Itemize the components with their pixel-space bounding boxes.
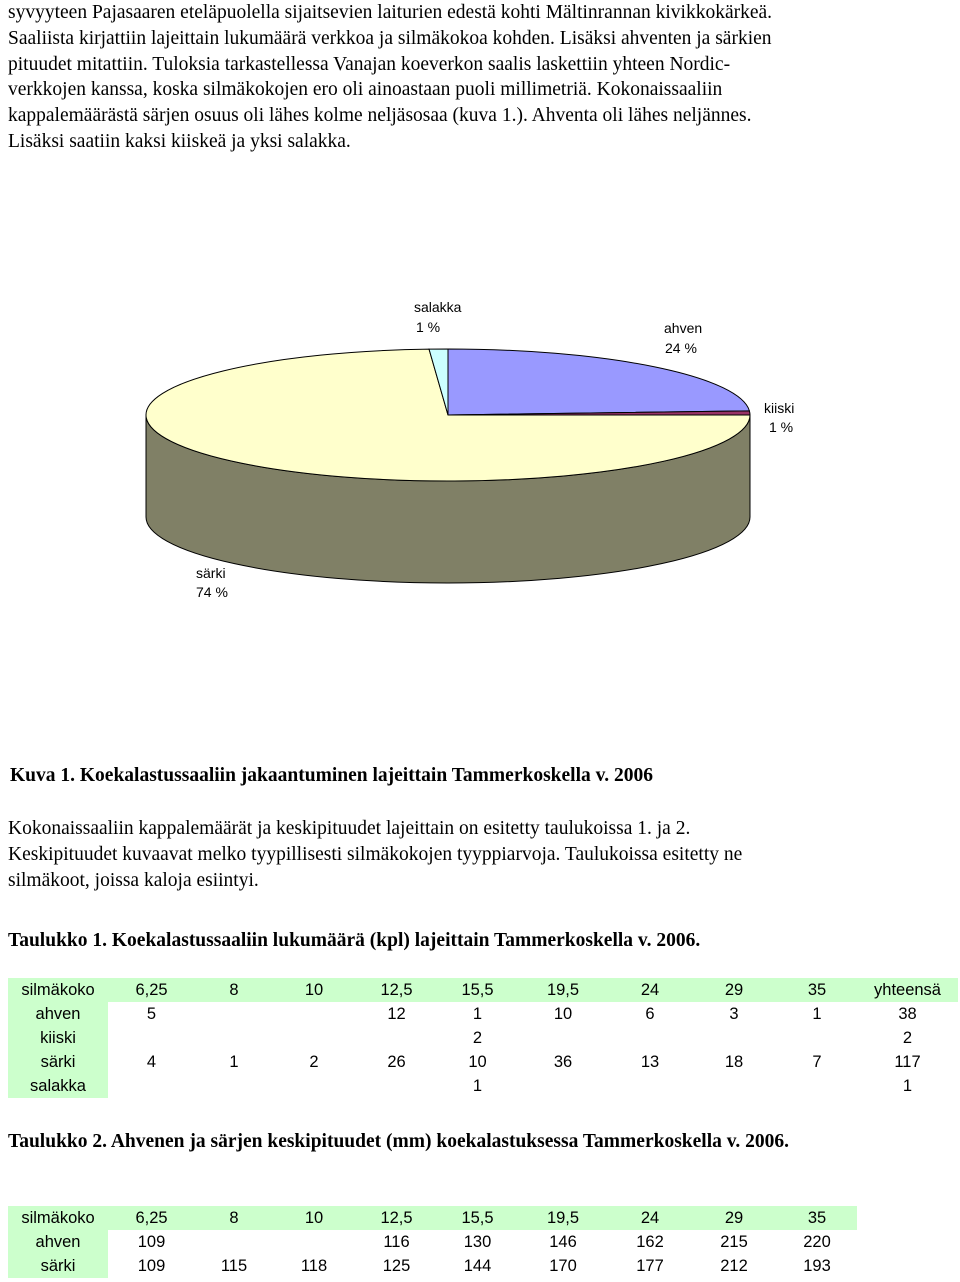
- table-cell: 170: [549, 1256, 577, 1275]
- text-line: Lisäksi saatiin kaksi kiiskeä ja yksi salakka.: [8, 130, 351, 152]
- table-cell: 1: [472, 1004, 483, 1023]
- slice-name-kiiski: kiiski: [764, 400, 795, 416]
- table-cell: [609, 1074, 691, 1098]
- table-cell: 117: [894, 1052, 921, 1071]
- table-cell: [108, 1074, 195, 1098]
- slice-pct-salakka: 1 %: [416, 319, 441, 335]
- table-cell: 1: [472, 1076, 483, 1095]
- table-cell: [273, 1074, 355, 1098]
- table-cell: 18: [724, 1052, 744, 1071]
- header-cell: 19,5: [517, 1206, 609, 1230]
- header-cell: 8: [195, 1206, 273, 1230]
- table-cell: [517, 1026, 609, 1050]
- header-cell: yhteensä: [857, 978, 958, 1002]
- table2-caption: Taulukko 2. Ahvenen ja särjen keskipituudet (mm) koekalastuksessa Tammerkoskella v. 2006.: [8, 1131, 790, 1152]
- table-cell: 118: [300, 1256, 328, 1275]
- table-row: [8, 1026, 958, 1050]
- table-cell: 115: [220, 1256, 248, 1275]
- row-label-cell: särki: [8, 1254, 108, 1278]
- table-cell: 146: [549, 1232, 577, 1251]
- table-row: [8, 1074, 958, 1098]
- mean-length-table: [8, 1206, 857, 1278]
- figure-caption: Kuva 1. Koekalastussaaliin jakaantuminen lajeittain Tammerkoskella v. 2006: [10, 765, 654, 786]
- text-line: Keskipituudet kuvaavat melko tyypillisesti silmäkokojen tyyppiarvoja. Taulukoissa esitetty ne: [8, 843, 743, 865]
- table-cell: [195, 1026, 273, 1050]
- table-cell: 38: [898, 1004, 917, 1023]
- table-cell: 177: [636, 1256, 664, 1275]
- header-cell: silmäkoko: [8, 1206, 108, 1230]
- table-cell: 7: [812, 1052, 822, 1071]
- table-cell: [273, 1002, 355, 1026]
- table-cell: [195, 1230, 273, 1254]
- row-label-cell: kiiski: [8, 1026, 108, 1050]
- header-cell: 12,5: [355, 1206, 438, 1230]
- header-cell: 6,25: [108, 978, 195, 1002]
- text-line: silmäkoot, joissa kaloja esiintyi.: [8, 869, 259, 891]
- header-cell: 24: [609, 978, 691, 1002]
- table1-caption: Taulukko 1. Koekalastussaaliin lukumäärä (kpl) lajeittain Tammerkoskella v. 2006.: [8, 930, 701, 951]
- text-line: kappalemäärästä särjen osuus oli lähes kolme neljäsosaa (kuva 1.). Ahventa oli lähes neljännes.: [8, 105, 752, 127]
- table-cell: [691, 1026, 777, 1050]
- table-cell: [355, 1026, 438, 1050]
- table-row: [8, 1230, 857, 1254]
- header-cell: 35: [777, 978, 857, 1002]
- table-cell: 2: [472, 1028, 483, 1047]
- table-cell: 116: [383, 1232, 410, 1251]
- table-cell: [777, 1026, 857, 1050]
- table-cell: 26: [387, 1052, 406, 1071]
- table-cell: 220: [803, 1232, 831, 1251]
- table-cell: 1: [812, 1004, 822, 1023]
- slice-name-ahven: ahven: [664, 320, 703, 336]
- table-cell: [355, 1074, 438, 1098]
- table-cell: 10: [553, 1004, 573, 1023]
- table-cell: 212: [720, 1256, 748, 1275]
- catch-count-table: [8, 978, 958, 1098]
- table-row: [8, 1050, 958, 1074]
- slice-pct-ahven: 24 %: [665, 340, 697, 356]
- text-line: pituudet mitattiin. Tuloksia tarkastellessa Vanajan koeverkon saalis laskettiin yhteen Nordic-: [8, 53, 731, 75]
- table-header-row: [8, 1206, 857, 1230]
- slice-pct-kiiski: 1 %: [769, 419, 794, 435]
- table-cell: [195, 1002, 273, 1026]
- table-cell: 1: [902, 1076, 913, 1095]
- row-label-cell: ahven: [8, 1230, 108, 1254]
- header-cell: 24: [609, 1206, 691, 1230]
- header-cell: 15,5: [438, 1206, 517, 1230]
- slice-name-sarki: särki: [196, 565, 226, 581]
- pie-top: [146, 349, 750, 481]
- header-cell: silmäkoko: [8, 978, 108, 1002]
- text-line: Kokonaissaaliin kappalemäärät ja keskipituudet lajeittain on esitetty taulukoissa 1. ja 2.: [8, 818, 691, 839]
- table-cell: 12: [387, 1004, 406, 1023]
- header-cell: 29: [691, 978, 777, 1002]
- table-cell: 2: [309, 1052, 319, 1071]
- header-cell: 35: [777, 1206, 857, 1230]
- table-cell: 4: [146, 1052, 157, 1071]
- table-cell: 215: [720, 1232, 748, 1251]
- slice-pct-sarki: 74 %: [196, 584, 228, 600]
- table-cell: 13: [640, 1052, 660, 1071]
- text-line: Saaliista kirjattiin lajeittain lukumäärä verkkoa ja silmäkokoa kohden. Lisäksi ahventen ja särkien: [8, 27, 772, 49]
- table-cell: 162: [636, 1232, 664, 1251]
- table-cell: [195, 1074, 273, 1098]
- table-cell: 109: [137, 1256, 166, 1275]
- header-cell: 10: [273, 978, 355, 1002]
- row-label-cell: ahven: [8, 1002, 108, 1026]
- row-label-cell: särki: [8, 1050, 108, 1074]
- header-cell: 15,5: [438, 978, 517, 1002]
- table-cell: 193: [803, 1256, 831, 1275]
- table-row: [8, 1254, 857, 1278]
- table-cell: [517, 1074, 609, 1098]
- row-label-cell: salakka: [8, 1074, 108, 1098]
- table-cell: [273, 1230, 355, 1254]
- table-row: [8, 1002, 958, 1026]
- table-cell: [691, 1074, 777, 1098]
- table-cell: 2: [902, 1028, 913, 1047]
- pie-slice-ahven: [448, 349, 749, 415]
- header-cell: 6,25: [108, 1206, 195, 1230]
- table-cell: 1: [229, 1052, 239, 1071]
- slice-name-salakka: salakka: [414, 299, 462, 315]
- header-cell: 8: [195, 978, 273, 1002]
- table-cell: 109: [137, 1232, 166, 1251]
- tables-paragraph: [8, 816, 958, 893]
- table-cell: [108, 1026, 195, 1050]
- table-cell: 130: [463, 1232, 492, 1251]
- header-cell: 12,5: [355, 978, 438, 1002]
- table-header-row: [8, 978, 958, 1002]
- text-line: syvyyteen Pajasaaren eteläpuolella sijaitsevien laiturien edestä kohti Mältinrannan kivikkokärkeä.: [8, 2, 773, 23]
- table-cell: [609, 1026, 691, 1050]
- table-cell: 3: [729, 1004, 739, 1023]
- header-cell: 10: [273, 1206, 355, 1230]
- header-cell: 19,5: [517, 978, 609, 1002]
- table-cell: 6: [645, 1004, 655, 1023]
- header-cell: 29: [691, 1206, 777, 1230]
- table-cell: 144: [463, 1256, 492, 1275]
- table-cell: 36: [553, 1052, 573, 1071]
- table-cell: [273, 1026, 355, 1050]
- text-line: verkkojen kanssa, koska silmäkokojen ero oli ainoastaan puoli millimetriä. Kokonaissaaliin: [8, 79, 723, 101]
- table-cell: 125: [382, 1256, 411, 1275]
- table-cell: 5: [146, 1004, 157, 1023]
- table-cell: [777, 1074, 857, 1098]
- table-cell: 10: [468, 1052, 487, 1071]
